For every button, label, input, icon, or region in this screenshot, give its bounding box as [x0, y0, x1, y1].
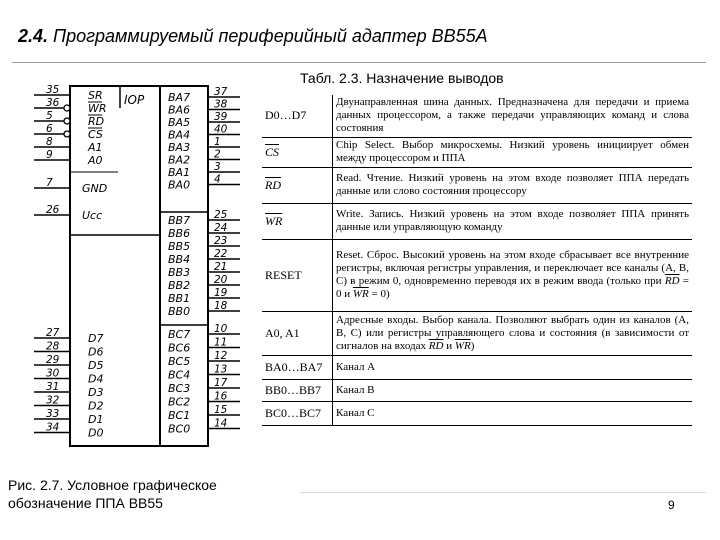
pin-description: Write. Запись. Низкий уровень на этом входе позволяет ППА принять данные или управляющую команду [336, 208, 689, 233]
pin-description-cell [333, 355, 693, 379]
pin-name: $\overline{CS}$ [265, 144, 280, 159]
pin-name-cell [262, 355, 333, 379]
pin-description-cell [333, 239, 693, 311]
pin-name: BC0…BC7 [265, 405, 322, 420]
pin-signal: GND [82, 182, 108, 195]
pin-signal: A0 [88, 154, 103, 167]
pin-description: Адресные входы. Выбор канала. Позволяют выбрать один из каналов (A, B, C) или регистры управляющего слова и состояния (в зависимости от сигналов на входах [336, 313, 689, 352]
pin-description-cell [333, 311, 693, 355]
pin-description-part: $\overline{RD}$ [664, 275, 680, 287]
pin-signal: D0 [88, 426, 104, 440]
pin-name: D0…D7 [265, 108, 307, 123]
pin-assignment-table [262, 95, 692, 426]
pin-description-part: = 0 и [336, 275, 690, 300]
pin-description-cell [333, 379, 693, 401]
pin-number: 2 [214, 148, 221, 161]
pin-signal: D3 [88, 386, 104, 399]
pin-name-cell [262, 401, 333, 425]
pin-description-part: и [443, 339, 455, 352]
pin-number: 7 [46, 177, 53, 189]
pin-signal: BA6 [168, 103, 191, 117]
pin-name-cell [262, 95, 333, 137]
pin-description-part: $\overline{WR}$ [352, 288, 369, 300]
pin-number: 39 [214, 111, 228, 123]
pin-description-cell [333, 137, 693, 167]
pin-signal: BA5 [168, 116, 191, 129]
title-number: 2.4. [18, 26, 49, 46]
table-row [262, 137, 692, 167]
page-number: 9 [668, 498, 675, 512]
table-row [262, 203, 692, 239]
chip-symbol [0, 0, 262, 470]
figure-caption-line2: обозначение ППА ВВ55 [8, 495, 163, 511]
pin-signal: BB3 [168, 266, 191, 279]
table-row [262, 95, 692, 137]
pin-number: 5 [46, 110, 53, 122]
pin-number: 34 [46, 421, 60, 434]
pin-signal: RD [88, 115, 105, 128]
pin-number: 30 [46, 367, 60, 380]
pin-number: 24 [214, 222, 228, 234]
pin-number: 9 [46, 149, 53, 161]
table-row [262, 239, 692, 311]
table-row [262, 379, 692, 401]
pin-number: 6 [46, 123, 53, 135]
figure-caption-line1: Рис. 2.7. Условное графическое [8, 477, 217, 493]
pin-signal: BB2 [168, 279, 191, 292]
pin-name-cell [262, 239, 333, 311]
pin-description-cell [333, 95, 693, 137]
pin-number: 29 [46, 354, 60, 366]
table-row [262, 401, 692, 425]
pin-description: Двунаправленная шина данных. Предназначена для передачи и приема данных процессором, а также передачи управляющих команд и слова состояния [336, 96, 689, 135]
pin-description: Chip Select. Выбор микросхемы. Низкий уровень инициирует обмен между процессором и ППА [336, 139, 689, 164]
table-row [262, 311, 692, 355]
table-row [262, 355, 692, 379]
pin-signal: BA3 [168, 141, 191, 154]
pin-number: 13 [214, 363, 228, 376]
pin-name: BA0…BA7 [265, 359, 323, 374]
pin-signal: BC0 [168, 422, 191, 436]
pin-signal: BA0 [168, 178, 191, 192]
pin-signal: BB1 [168, 292, 191, 305]
pin-name: A0, A1 [265, 325, 300, 340]
pin-number: 3 [214, 161, 221, 173]
pin-description-part: = 0) [368, 288, 390, 300]
pin-signal: BC2 [168, 395, 191, 409]
pin-description-part: ) [470, 339, 475, 352]
title-text: Программируемый периферийный адаптер ВВ55А [53, 26, 488, 46]
pin-number: 40 [214, 123, 228, 136]
pin-name: $\overline{WR}$ [265, 213, 283, 228]
table-row [262, 167, 692, 203]
pin-signal: D5 [88, 359, 104, 372]
pin-signal: BB4 [168, 253, 191, 266]
pin-number: 4 [214, 173, 221, 186]
pin-signal: CS [88, 128, 103, 141]
pin-description-part: $\overline{WR}$ [454, 339, 471, 352]
inversion-bubble [64, 118, 70, 124]
pin-number: 35 [46, 84, 60, 96]
pin-description: Reset. Сброс. Высокий уровень на этом входе сбрасывает все внутренние регистры, включая регистры управления, и переключает все каналы (A, B, C) в режим 0, одновременно переводя их в режим ввода (только при [336, 249, 689, 287]
pin-name: RESET [265, 267, 302, 282]
pin-number: 20 [214, 274, 228, 286]
pin-number: 8 [46, 136, 53, 148]
pin-signal: BC7 [168, 328, 191, 341]
pin-signal: BB0 [168, 305, 191, 318]
chip-header-label: IOP [124, 93, 145, 107]
pin-description: Канал B [336, 383, 375, 396]
pin-number: 27 [46, 327, 60, 339]
pin-name-cell [262, 137, 333, 167]
inversion-bubble [64, 131, 70, 137]
pin-description-cell [333, 401, 693, 425]
pin-number: 18 [214, 300, 228, 312]
pin-name-cell [262, 203, 333, 239]
pin-signal: SR [88, 89, 103, 102]
pin-number: 15 [214, 404, 228, 416]
pin-name: BB0…BB7 [265, 382, 322, 397]
pin-signal: Ucc [82, 209, 103, 222]
pin-number: 17 [214, 377, 228, 389]
pin-number: 23 [214, 235, 228, 247]
pin-number: 33 [46, 408, 60, 420]
pin-signal: D1 [88, 413, 104, 426]
pin-description-cell [333, 203, 693, 239]
pin-name-cell [262, 311, 333, 355]
pin-number: 31 [46, 381, 60, 393]
pin-signal: D7 [88, 332, 104, 345]
pin-number: 28 [46, 340, 60, 353]
pin-number: 10 [214, 323, 228, 335]
table-caption: Табл. 2.3. Назначение выводов [300, 70, 504, 86]
pin-signal: BC1 [168, 409, 191, 422]
pin-number: 21 [214, 261, 228, 273]
pin-signal: BA4 [168, 128, 191, 142]
pin-signal: WR [88, 102, 107, 115]
pin-signal: BA1 [168, 166, 191, 179]
pin-name-cell [262, 379, 333, 401]
inversion-bubble [64, 105, 70, 111]
pin-name-cell [262, 167, 333, 203]
pin-description-part: $\overline{RD}$ [428, 339, 444, 352]
pin-number: 32 [46, 394, 60, 407]
pin-number: 16 [214, 390, 228, 403]
pin-signal: BC5 [168, 355, 191, 368]
pin-description: Read. Чтение. Низкий уровень на этом входе позволяет ППА передать данные или слово состояния процессору [336, 172, 689, 197]
pin-signal: BB6 [168, 227, 191, 240]
pin-number: 12 [214, 350, 228, 362]
pin-number: 22 [214, 248, 228, 260]
pin-number: 14 [214, 417, 228, 430]
pin-signal: D6 [88, 345, 104, 359]
pin-signal: BC3 [168, 382, 191, 395]
pin-description: Канал C [336, 406, 375, 419]
pin-signal: BA7 [168, 91, 191, 104]
pin-signal: A1 [88, 141, 103, 154]
pin-number: 37 [214, 86, 228, 98]
pin-signal: BB7 [168, 214, 191, 227]
pin-signal: D4 [88, 372, 104, 386]
figure-caption [8, 476, 217, 512]
pin-number: 19 [214, 287, 228, 299]
pin-signal: BA2 [168, 153, 191, 167]
pin-signal: D2 [88, 399, 104, 413]
pin-signal: BC4 [168, 368, 191, 382]
pin-name: $\overline{RD}$ [265, 177, 281, 192]
pin-number: 36 [46, 97, 60, 109]
pin-number: 1 [214, 136, 221, 148]
pin-number: 25 [214, 209, 228, 221]
pin-number: 26 [46, 204, 60, 216]
pin-number: 11 [214, 336, 228, 349]
pin-number: 38 [214, 98, 228, 111]
pin-description: Канал А [336, 360, 376, 373]
footer-divider [300, 492, 706, 493]
pin-signal: BC6 [168, 341, 191, 355]
pin-signal: BB5 [168, 240, 191, 253]
pin-description-cell [333, 167, 693, 203]
